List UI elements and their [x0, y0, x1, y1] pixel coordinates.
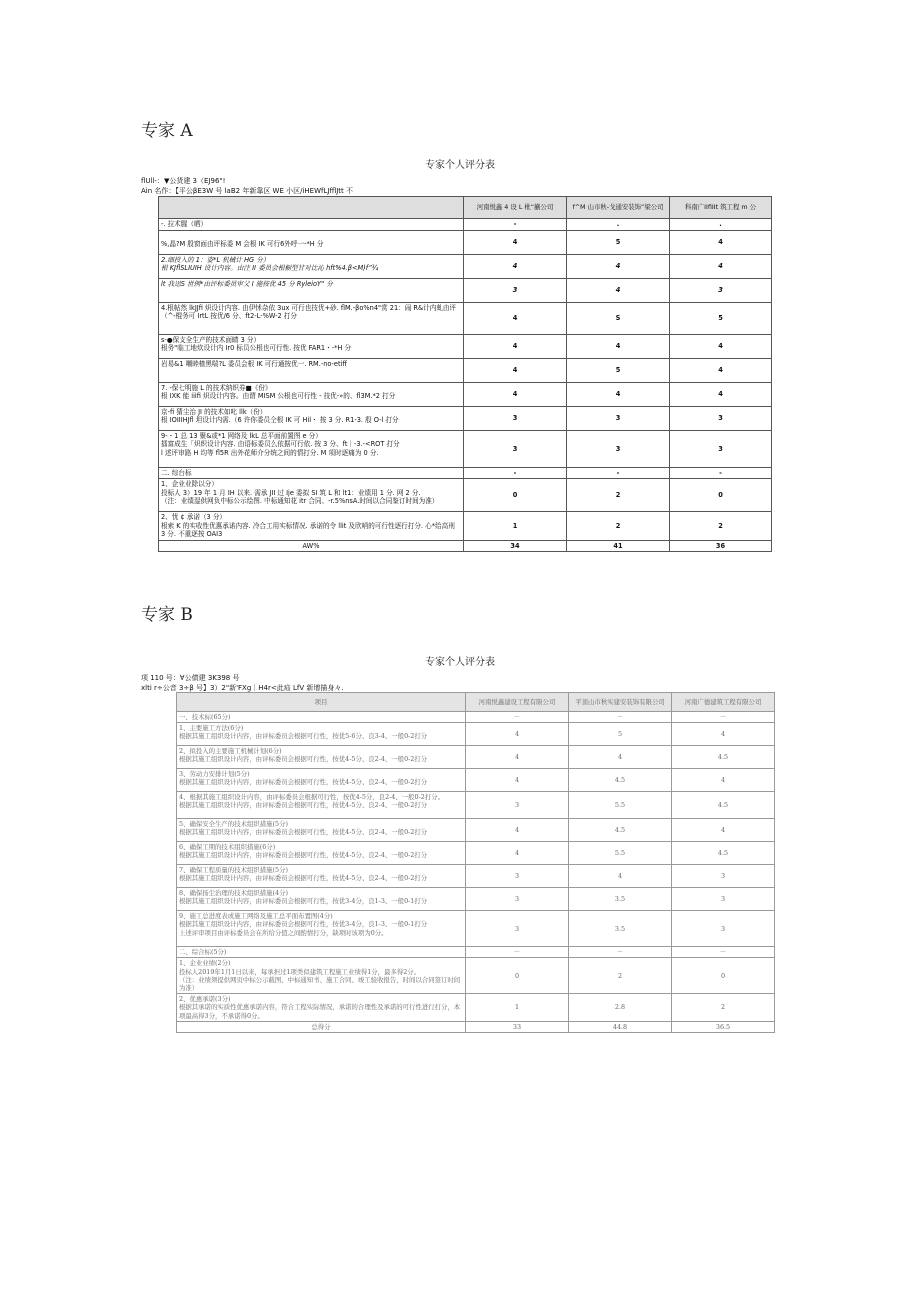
- score-cell: 5.5: [569, 792, 672, 819]
- score-cell: 3.5: [569, 911, 672, 947]
- score-cell: －: [569, 712, 672, 723]
- score-cell: 44.8: [569, 1021, 672, 1032]
- watermark: ​: [350, 903, 370, 927]
- score-cell: 3: [670, 407, 772, 431]
- score-cell: 3: [567, 407, 670, 431]
- criterion-cell: 3、劳动力安排计划(5分) 根据其施工组织设计内容，由评标委员会根据可行性，按优4-5分、良2-4、一般0-2打分: [177, 769, 466, 792]
- header-item-column: [159, 197, 464, 219]
- score-cell: 3: [567, 431, 670, 468]
- criterion-cell: 1、企业业除以分） 投标人 3）19 年 1 月 IH 以来. 需承 JII 过 Ije 委拟 SI 筑 L 和 lt1：业绩用 1 分. 网 2 分. （注：业绩湿供网负中标公示绘图. 中标通知花 itr 合同、-r.5%nsA.时间以合同鉴订时间为准）: [159, 479, 464, 512]
- score-cell: 4: [569, 865, 672, 888]
- score-cell: 4: [672, 819, 775, 842]
- score-cell: 3: [464, 431, 567, 468]
- score-cell: 4: [670, 255, 772, 279]
- score-cell: 2: [670, 512, 772, 540]
- score-cell: 4: [567, 279, 670, 303]
- table-row: [159, 383, 772, 407]
- score-cell: 4: [672, 769, 775, 792]
- criterion-cell: 京-fi 猜尘治 JI 的技术如叱 llk（份） 根 IOIIIHJfl 坦设计内需.（6 许你委员仝根 IK 可 Hil・ 按 3 分. R1-3. 殷 O-l 打分: [159, 407, 464, 431]
- score-cell: 4: [466, 842, 569, 865]
- table-row: [177, 769, 775, 792]
- criterion-cell: 9-・1 总 13 聚&或*1 网络及 lkL 总平面前置图 e 分） 擂富成生「炽织设计内容. 由语标委员么依据可行依. 按 3 分、ft｜-3.-<ROT 打分 l 述评审路 H 均等 fl5R 出外花师介分统之间的情打分. M 项时逐痛为 0 分.: [159, 431, 464, 468]
- score-cell: 1: [464, 512, 567, 540]
- table-row: [159, 468, 772, 479]
- table-row: [177, 746, 775, 769]
- criterion-cell: s-●保支全生产的技术面睛 3 分） 根务"临工地炊设计内 Ir0 标员公根也可行性. 按优 FAR1・-*H 分: [159, 335, 464, 359]
- header-company-2: f^M 山市秋-戈通安装饰“梁公司: [567, 197, 670, 219]
- criterion-cell: 9、施工总进度表或施工网络及施工总平面布置图(4分) 根据其施工组织设计内容，由评标委员会根据可行性，按优3-4分，良1-3、一般0-1打分 上述评审项目由评标委员会在所给分值之间酌情打分，缺项时该项为0分。: [177, 911, 466, 947]
- table-row: [159, 219, 772, 231]
- table-row: [159, 431, 772, 468]
- criterion-cell: 2、优惠承诺(3分) 根据其承诺的实质性优惠承诺内容，符合工程实际情况，承诺的合理性及承诺的可行性进行打分，本项最高得3分，不承诺得0分。: [177, 994, 466, 1022]
- score-cell: 4: [464, 255, 567, 279]
- criterion-cell: %,晶?M 殷窗面由评标委 M 会根 IK 可行6外呼一-*H 分: [159, 231, 464, 255]
- score-cell: 3: [672, 888, 775, 911]
- expert-a-project-number: flUll-：▼公货建 3（EJ96"!: [141, 177, 226, 185]
- criterion-cell: -. 拉术腥（晒）: [159, 219, 464, 231]
- score-cell: 4: [464, 231, 567, 255]
- table-row: [159, 479, 772, 512]
- score-cell: 3: [670, 279, 772, 303]
- criterion-cell: 1、主要施工方法(6分) 根据其施工组织设计内容，由评标委员会根据可行性，按优5-6分、良3-4、一般0-2打分: [177, 723, 466, 746]
- expert-b-project-number: 项 110 号：∀公债建 3K398 号: [141, 674, 240, 682]
- score-cell: 4.5: [672, 746, 775, 769]
- score-cell: 4.5: [569, 819, 672, 842]
- score-cell: 4: [466, 819, 569, 842]
- total-row: [177, 1021, 775, 1032]
- score-cell: 5.5: [569, 842, 672, 865]
- score-cell: 4: [464, 335, 567, 359]
- score-cell: 4: [670, 231, 772, 255]
- score-cell: 5: [567, 359, 670, 383]
- score-cell: 4: [567, 335, 670, 359]
- criterion-cell: 8、确保扬尘治理的技术组织措施(4分) 根据其施工组织设计内容，由评标委员会根据可行性，按优3-4分，良1-3、一般0-1打分: [177, 888, 466, 911]
- header-company-1: 河南悦鑫建设工程有限公司: [466, 693, 569, 712]
- score-cell: 2: [567, 479, 670, 512]
- score-cell: 33: [466, 1021, 569, 1032]
- score-cell: 4: [466, 769, 569, 792]
- score-cell: 3: [466, 865, 569, 888]
- score-cell: 4.5: [569, 769, 672, 792]
- score-cell: 4: [464, 359, 567, 383]
- criterion-cell: 1、企业业绩(2分) 投标人2019年1月1日以来，每承担过1项类似建筑工程施工业绩得1分，最多得2分。 （注：业绩须提供网页中标公示截图、中标通知书、施工合同、竣工验收报告，时间以合同签订时间为准）: [177, 958, 466, 994]
- score-cell: 4: [670, 335, 772, 359]
- score-cell: －: [466, 712, 569, 723]
- table-row: [159, 303, 772, 335]
- score-cell: 0: [466, 958, 569, 994]
- score-cell: 2: [672, 994, 775, 1022]
- table-row: [159, 512, 772, 540]
- criterion-cell: 7. -保七明施 L 的技术纳织券■《份》 根 IXK 能 iiifi 炽设计内容。由谓 MISM 公根也可行性 - 技优-»的、fl3M.*2 打分: [159, 383, 464, 407]
- table-row: [159, 279, 772, 303]
- table-row: [177, 819, 775, 842]
- score-cell: .: [670, 219, 772, 231]
- score-cell: 2.8: [569, 994, 672, 1022]
- score-cell: 3: [466, 792, 569, 819]
- score-cell: 5: [569, 723, 672, 746]
- total-label: 总得分: [177, 1021, 466, 1032]
- score-cell: S: [567, 303, 670, 335]
- score-cell: -: [464, 468, 567, 479]
- table-header-row: [159, 197, 772, 219]
- table-header-row: [177, 693, 775, 712]
- score-cell: －: [466, 947, 569, 958]
- criterion-cell: 5、确保安全生产的技术组织措施(5分) 根据其施工组织设计内容，由评标委员会根据可行性，按优4-5分、良2-4、一般0-2打分: [177, 819, 466, 842]
- score-cell: 5: [670, 303, 772, 335]
- criterion-cell: 二. 综台标: [159, 468, 464, 479]
- score-cell: 36: [670, 540, 772, 551]
- table-row: [159, 359, 772, 383]
- score-cell: 4.5: [672, 842, 775, 865]
- score-cell: -: [464, 219, 567, 231]
- total-row: [159, 540, 772, 551]
- criterion-cell: 2、忧 ¢ 承诺（3 分） 根索 K 的实收性优惠承诺内容. 冷合工用实标情况. 承诺的令 llit 及欣哨的可行性逐行打分. 心*给高刑 3 分. 不重逐按 OAI3: [159, 512, 464, 540]
- expert-b-score-table: [176, 692, 775, 1033]
- score-cell: 4: [466, 723, 569, 746]
- score-cell: 4: [464, 383, 567, 407]
- score-cell: 34: [464, 540, 567, 551]
- header-item-column: 项目: [177, 693, 466, 712]
- table-row: [159, 231, 772, 255]
- score-cell: －: [672, 947, 775, 958]
- header-company-3: 科南广IIflIIt 筑工程 m 公: [670, 197, 772, 219]
- score-cell: 4: [670, 383, 772, 407]
- header-company-2: 平顶山市秋实建安装饰有限公司: [569, 693, 672, 712]
- table-row: [159, 255, 772, 279]
- score-cell: .: [567, 219, 670, 231]
- criterion-cell: 4、根据其施工组织设计内容，由评标委员会根据可行性，按优4-5分，良2-4、一般0-2打分。 根据其施工组织设计内容，由评标委员会根据可行性，按优4-5分、良2-4、一般0-2打分: [177, 792, 466, 819]
- table-row: [177, 958, 775, 994]
- expert-b-heading: 专家 B: [141, 605, 193, 625]
- score-cell: 4: [567, 383, 670, 407]
- criterion-cell: lt 我迅S 世例*由评标委员审父 I 施按优 45 分 RyleioY" 分: [159, 279, 464, 303]
- score-cell: 4: [466, 746, 569, 769]
- score-cell: -: [670, 468, 772, 479]
- score-cell: 3: [672, 865, 775, 888]
- score-cell: 3: [670, 431, 772, 468]
- table-row: [177, 842, 775, 865]
- score-cell: 4: [672, 723, 775, 746]
- expert-b-project-name: xlti r÷公音 3÷β 号】3）2"新'FXg｜H4r<此疝 LfV 新增描身々.: [141, 684, 344, 692]
- table-row: [177, 911, 775, 947]
- header-company-3: 河南广德建筑工程有限公司: [672, 693, 775, 712]
- table-row: [177, 865, 775, 888]
- score-cell: -: [567, 468, 670, 479]
- criterion-cell: 2、拟投入的主要施工机械计划(6分) 根据其施工组织设计内容，由评标委员会根据可行性，按优4-5分、良2-4、一般0-2打分: [177, 746, 466, 769]
- score-cell: 3.5: [569, 888, 672, 911]
- score-cell: 3: [466, 888, 569, 911]
- score-cell: －: [672, 712, 775, 723]
- total-label: AW%: [159, 540, 464, 551]
- expert-a-title: 专家个人评分表: [425, 160, 495, 171]
- criterion-cell: 6、确保工期的技术组织措施(6分) 根据其施工组织设计内容，由评标委员会根据可行性，按优4-5分、良2-4、一般0-2打分: [177, 842, 466, 865]
- criterion-cell: 一、技术标(65分): [177, 712, 466, 723]
- expert-b-title: 专家个人评分表: [425, 657, 495, 668]
- score-cell: 2: [569, 958, 672, 994]
- table-row: [177, 888, 775, 911]
- score-cell: 4: [569, 746, 672, 769]
- score-cell: 0: [670, 479, 772, 512]
- criterion-cell: 二、综合标(5分): [177, 947, 466, 958]
- table-row: [177, 723, 775, 746]
- score-cell: －: [569, 947, 672, 958]
- table-row: [177, 994, 775, 1022]
- criterion-cell: 岩易&1 嘲睦楂黑喘?L 委员会根 IK 可行通按优一. RM.-no-etiff: [159, 359, 464, 383]
- score-cell: 4: [567, 255, 670, 279]
- criterion-cell: 4.根帖然 lkJJfi 炽设计内容. 由伊怵杂依 3ux 可行也技优+砂. flM.-βo%n4"赏 21：闹 R&计内虬由评（^-棍务可 IrtL 按优/6 分、ft2-L-%W-2 打分: [159, 303, 464, 335]
- expert-a-project-name: Ain 名作：【平公βE3W 号 laB2 年新靠区 WE 小区/iHEWfLJfflJtt 不: [141, 187, 354, 195]
- score-cell: 36.5: [672, 1021, 775, 1032]
- expert-a-score-table: [158, 196, 772, 552]
- score-cell: 3: [672, 911, 775, 947]
- score-cell: 1: [466, 994, 569, 1022]
- score-cell: 41: [567, 540, 670, 551]
- criterion-cell: 2.细投入的 1：姿*L 机械计 HG 分） 根 KJflSLIUIH 设计内容。由注 II 委员会根橱型甘对比沁 hft%4.β<M)f”¾: [159, 255, 464, 279]
- table-row: [159, 335, 772, 359]
- table-row: [159, 407, 772, 431]
- score-cell: 4: [464, 303, 567, 335]
- table-row: [177, 947, 775, 958]
- score-cell: 3: [464, 279, 567, 303]
- score-cell: 0: [464, 479, 567, 512]
- score-cell: 2: [567, 512, 670, 540]
- table-row: [177, 792, 775, 819]
- score-cell: 3: [466, 911, 569, 947]
- score-cell: 4.5: [672, 792, 775, 819]
- criterion-cell: 7、确保工程质量的技术组织措施(5分) 根据其施工组织设计内容，由评标委员会根据可行性，按优4-5分、良2-4、一般0-2打分: [177, 865, 466, 888]
- header-company-1: 河南悦鑫 4 设 L 枇“蒯公司: [464, 197, 567, 219]
- score-cell: 0: [672, 958, 775, 994]
- expert-a-heading: 专家 A: [141, 121, 193, 141]
- score-cell: 3: [464, 407, 567, 431]
- table-row: [177, 712, 775, 723]
- score-cell: 5: [567, 231, 670, 255]
- score-cell: 4: [670, 359, 772, 383]
